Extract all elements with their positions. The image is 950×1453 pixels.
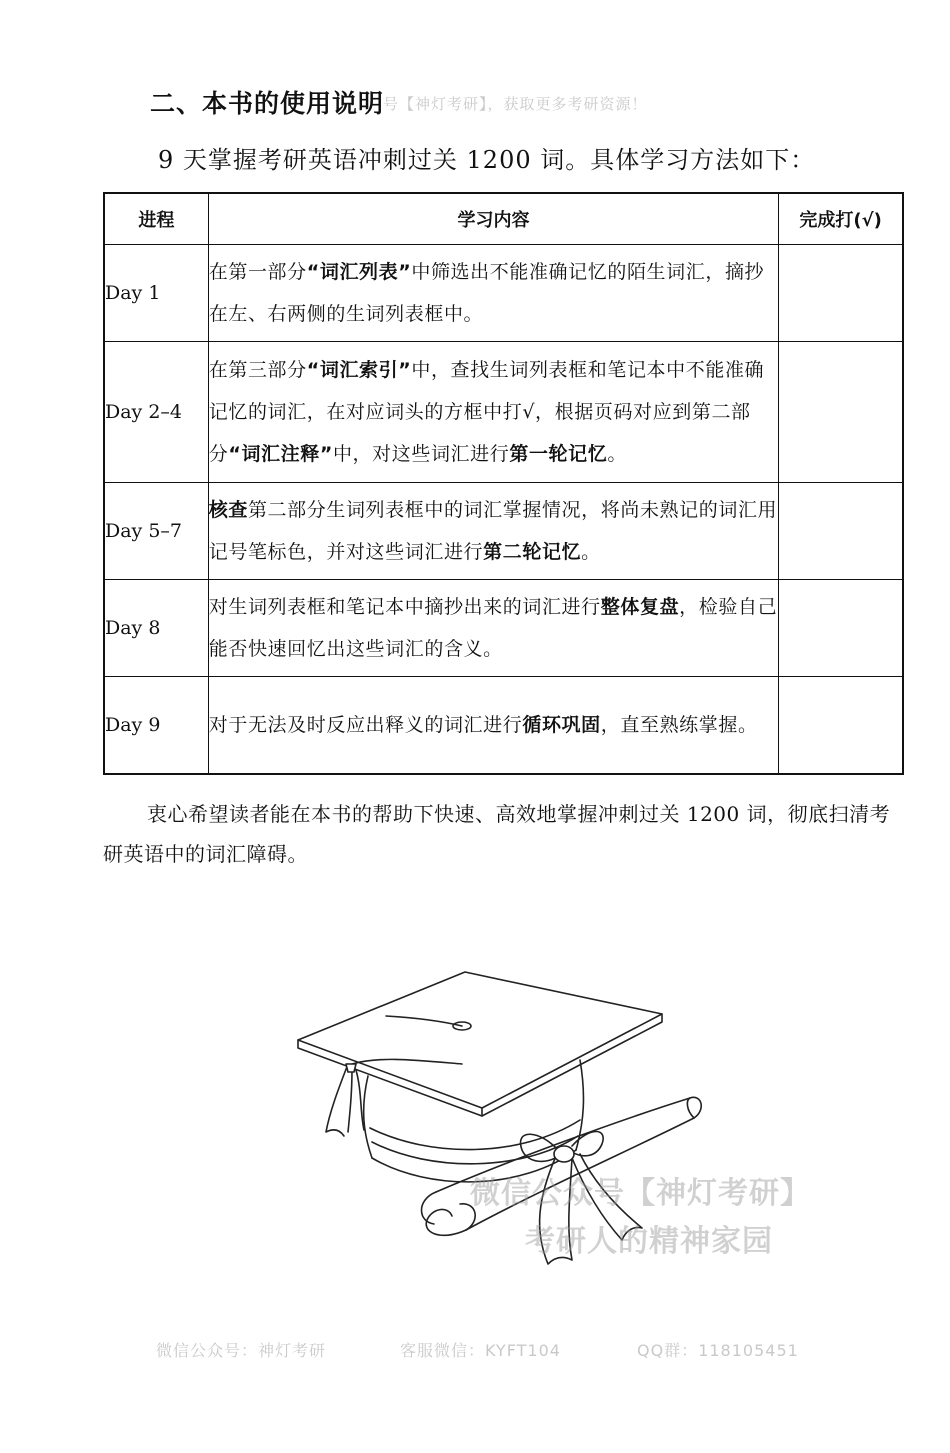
content-cell [208, 677, 778, 775]
content-text: 对于无法及时反应出释义的词汇进行 [208, 714, 523, 736]
content-bold: “词汇注释” [228, 443, 333, 465]
section-heading: 二、本书的使用说明 [150, 89, 385, 118]
content-text: 中，对这些词汇进行 [332, 443, 510, 465]
table-row [104, 677, 903, 775]
table-row [104, 483, 903, 580]
content-cell [208, 483, 778, 580]
check-cell [779, 677, 903, 775]
content-text: 。 [581, 541, 601, 563]
table-row [104, 245, 903, 342]
table-row [104, 342, 903, 483]
content-bold: 整体复盘 [600, 596, 680, 618]
header-content: 学习内容 [208, 193, 778, 245]
footer-qq: QQ群：118105451 [637, 1341, 799, 1360]
table-header-row [104, 193, 903, 245]
day-cell: Day 2–4 [104, 342, 208, 483]
content-bold: 循环巩固 [522, 714, 601, 736]
content-text: ，检验自己能否快速回忆出这些词汇的含义。 [208, 596, 778, 660]
content-text: 。 [607, 443, 627, 465]
intro-text: 9 天掌握考研英语冲刺过关 1200 词。具体学习方法如下： [158, 146, 816, 174]
content-text: 对生词列表框和笔记本中摘抄出来的词汇进行 [208, 596, 601, 618]
content-text: 第二部分生词列表框中的词汇掌握情况，将尚未熟记的词汇用记号笔标色，并对这些词汇进行 [208, 499, 778, 563]
table-row [104, 580, 903, 677]
content-cell [208, 342, 778, 483]
watermark-line-1: 微信公众号【神灯考研】 [470, 1176, 811, 1211]
check-cell [779, 245, 903, 342]
content-cell [208, 245, 778, 342]
top-watermark: 号【神灯考研】，获取更多考研资源！ [383, 95, 648, 113]
check-cell [779, 580, 903, 677]
footer-service: 客服微信：KYFT104 [400, 1341, 561, 1360]
header-check: 完成打(√) [779, 193, 903, 245]
check-cell [779, 483, 903, 580]
check-cell [779, 342, 903, 483]
content-text: 中筛选出不能准确记忆的陌生词汇，摘抄在左、右两侧的生词列表框中。 [208, 261, 765, 325]
content-bold: 第一轮记忆 [509, 443, 608, 465]
content-bold: “词汇列表” [306, 261, 412, 283]
content-bold: 第二轮记忆 [483, 541, 582, 563]
content-bold: 核查 [208, 499, 248, 521]
day-cell: Day 5–7 [104, 483, 208, 580]
day-cell: Day 1 [104, 245, 208, 342]
content-text: 在第三部分 [208, 359, 307, 381]
header-progress: 进程 [104, 193, 208, 245]
content-text: 在第一部分 [208, 261, 307, 283]
closing-paragraph: 衷心希望读者能在本书的帮助下快速、高效地掌握冲刺过关 1200 词，彻底扫清考研英语中的词汇障碍。 [103, 802, 891, 866]
content-bold: “词汇索引” [306, 359, 412, 381]
day-cell: Day 9 [104, 677, 208, 775]
content-text: ，直至熟练掌握。 [600, 714, 758, 736]
content-cell [208, 580, 778, 677]
footer-wechat: 微信公众号：神灯考研 [156, 1341, 327, 1360]
watermark-line-2: 考研人的精神家园 [525, 1224, 773, 1259]
content-text: 中，查找生词列表框和笔记本中不能准确记忆的词汇，在对应词头的方框中打√，根据页码对应到第二部分 [208, 359, 765, 465]
study-plan-table [103, 192, 904, 775]
day-cell: Day 8 [104, 580, 208, 677]
